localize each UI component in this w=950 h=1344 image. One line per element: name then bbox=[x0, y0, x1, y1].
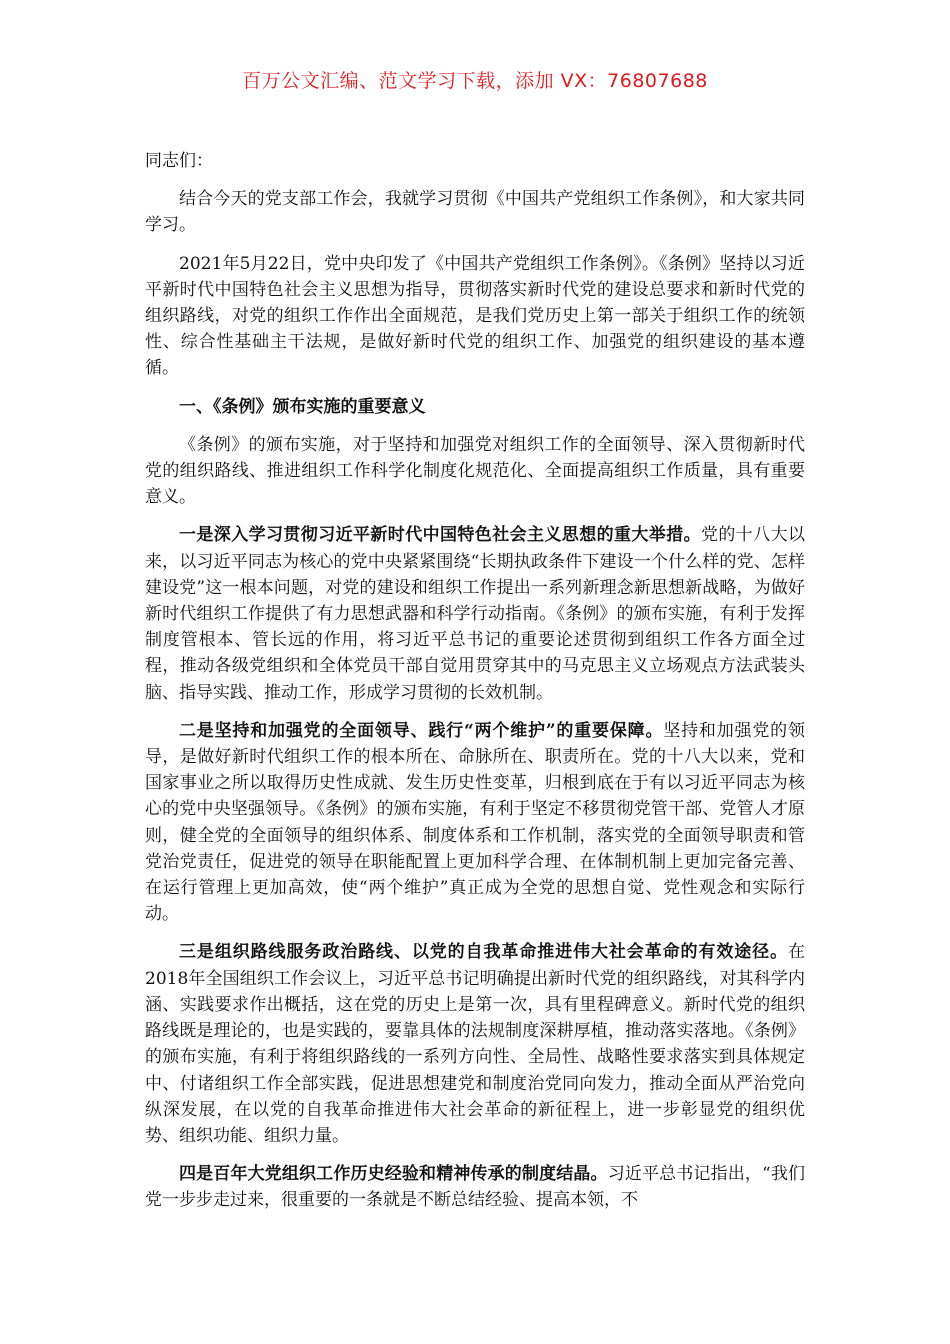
point-body: 在2018年全国组织工作会议上，习近平总书记明确提出新时代党的组织路线，对其科学内涵、实践要求作出概括，这在党的历史上是第一次，具有里程碑意义。新时代党的组织路线既是理论的，也是实践的，要靠具体的法规制度深耕厚植，推动落实落地。《条例》的颁布实施，有利于将组织路线的一系列方向性、全局性、战略性要求落实到具体规定中、付诸组织工作全部实践，促进思想建党和制度治党同向发力，推动全面从严治党向纵深发展，在以党的自我革命推进伟大社会革命的新征程上，进一步彰显党的组织优势、组织功能、组织力量。 bbox=[145, 942, 805, 1146]
point-lead: 二是坚持和加强党的全面领导、践行“两个维护”的重要保障。 bbox=[179, 720, 664, 741]
point-paragraph-1 bbox=[145, 522, 805, 705]
section-1-intro: 《条例》的颁布实施，对于坚持和加强党对组织工作的全面领导、深入贯彻新时代党的组织路线、推进组织工作科学化制度化规范化、全面提高组织工作质量，具有重要意义。 bbox=[145, 434, 805, 508]
salutation: 同志们： bbox=[145, 151, 213, 171]
point-body: 习近平总书记指出，“我们党一步步走过来，很重要的一条就是不断总结经验、提高本领，不 bbox=[145, 1164, 805, 1211]
document-body bbox=[145, 148, 805, 1226]
point-body: 坚持和加强党的领导，是做好新时代组织工作的根本所在、命脉所在、职责所在。党的十八大以来，党和国家事业之所以取得历史性成就、发生历史性变革，归根到底在于有以习近平同志为核心的党中央坚强领导。《条例》的颁布实施，有利于坚定不移贯彻党管干部、党管人才原则，健全党的全面领导的组织体系、制度体系和工作机制，落实党的全面领导职责和管党治党责任，促进党的领导在职能配置上更加科学合理、在体制机制上更加完备完善、在运行管理上更加高效，使“两个维护”真正成为全党的思想自觉、党性观念和实际行动。 bbox=[145, 720, 805, 925]
point-lead: 四是百年大党组织工作历史经验和精神传承的制度结晶。 bbox=[179, 1164, 608, 1185]
point-lead: 三是组织路线服务政治路线、以党的自我革命推进伟大社会革命的有效途径。 bbox=[179, 942, 788, 963]
point-paragraph-3 bbox=[145, 939, 805, 1149]
point-paragraph-4 bbox=[145, 1161, 805, 1213]
intro-paragraph: 结合今天的党支部工作会，我就学习贯彻《中国共产党组织工作条例》，和大家共同学习。 bbox=[145, 189, 805, 236]
point-body: 党的十八大以来，以习近平同志为核心的党中央紧紧围绕“长期执政条件下建设一个什么样的党、怎样建设党”这一根本问题，对党的建设和组织工作提出一系列新理念新思想新战略，为做好新时代组织工作提供了有力思想武器和科学行动指南。《条例》的颁布实施，有利于发挥制度管根本、管长远的作用，将习近平总书记的重要论述贯彻到组织工作各方面全过程，推动各级党组织和全体党员干部自觉用贯穿其中的马克思主义立场观点方法武装头脑、指导实践、推动工作，形成学习贯彻的长效机制。 bbox=[145, 525, 805, 703]
watermark-header: 百万公文汇编、范文学习下载，添加 VX：76807688 bbox=[242, 70, 708, 92]
background-paragraph: 2021年5月22日，党中央印发了《中国共产党组织工作条例》。《条例》坚持以习近平新时代中国特色社会主义思想为指导，贯彻落实新时代党的建设总要求和新时代党的组织路线，对党的组织工作作出全面规范，是我们党历史上第一部关于组织工作的统领性、综合性基础主干法规，是做好新时代党的组织工作、加强党的组织建设的基本遵循。 bbox=[145, 253, 805, 379]
section-1-title: 一、《条例》颁布实施的重要意义 bbox=[179, 396, 426, 417]
point-lead: 一是深入学习贯彻习近平新时代中国特色社会主义思想的重大举措。 bbox=[179, 525, 701, 546]
point-paragraph-2 bbox=[145, 718, 805, 928]
